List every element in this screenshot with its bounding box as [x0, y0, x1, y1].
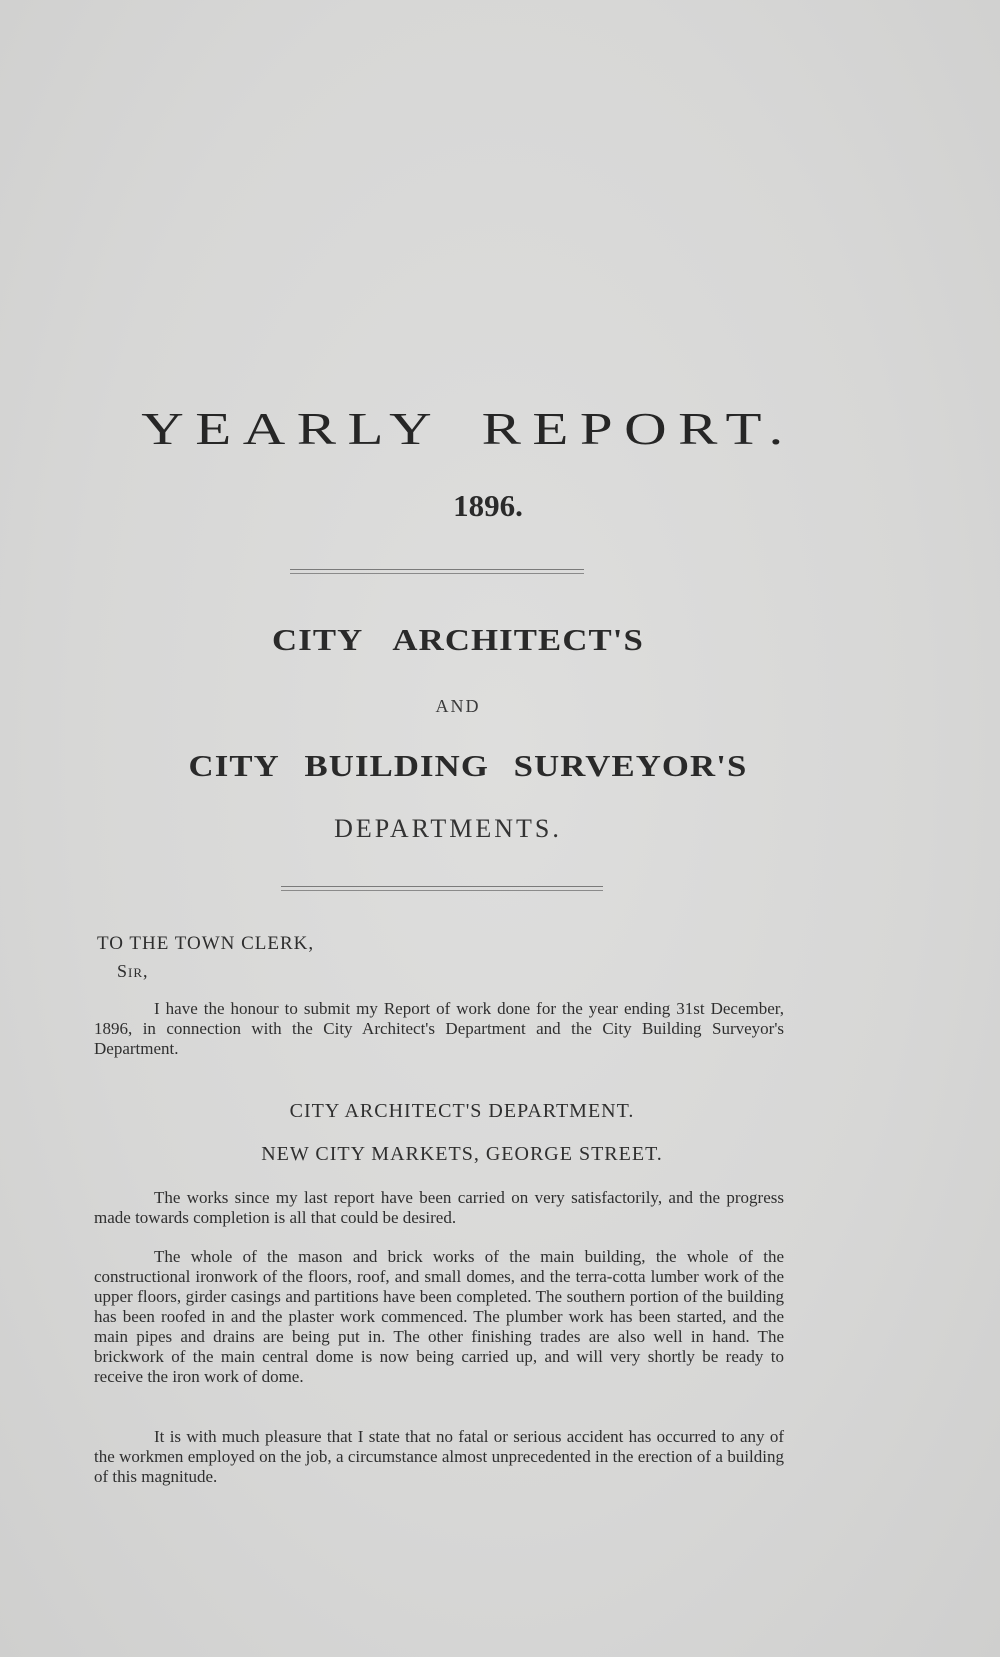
heading-word-building: BUILDING — [304, 748, 490, 783]
title-word-yearly: YEARLY — [141, 403, 444, 454]
double-rule-divider — [281, 886, 603, 887]
heading-word-city: CITY — [272, 622, 364, 657]
body-paragraph: The works since my last report have been carried on very satisfactorily, and the progress made towards completion is all that could be desired. — [94, 1188, 784, 1227]
section-heading: CITY ARCHITECT'S DEPARTMENT. — [289, 1100, 635, 1122]
body-paragraph: It is with much pleasure that I state that no fatal or serious accident has occurred to any of the workmen employed on the job, a circumstance almost unprecedented in the erection of a building of this magnitude. — [94, 1427, 784, 1486]
heading-word-surveyor: SURVEYOR'S — [513, 748, 748, 783]
heading-departments: DEPARTMENTS. — [334, 814, 562, 843]
heading-conjunction: AND — [435, 696, 481, 716]
salutation-sir: Sir, — [117, 961, 149, 981]
heading-city-architect — [0, 622, 1000, 658]
heading-word-city: CITY — [188, 748, 280, 783]
heading-word-architect: ARCHITECT'S — [392, 622, 644, 657]
body-paragraph: The whole of the mason and brick works of the main building, the whole of the constructional ironwork of the floors, roof, and small domes, and the terra-cotta lumber work of the upper floors, girder casings and partitions have been completed. The southern portion of the building has been roofed in and the plaster work commenced. The plumber work has been started, and the main pipes and drains are being put in. The other finishing trades are also well in hand. The brickwork of the main central dome is now being carried up, and will very shortly be ready to receive the iron work of dome. — [94, 1247, 784, 1386]
report-year: 1896. — [453, 488, 523, 523]
title-word-report: REPORT. — [481, 403, 795, 454]
double-rule-divider — [290, 569, 584, 570]
subsection-heading: NEW CITY MARKETS, GEORGE STREET. — [261, 1143, 663, 1165]
intro-paragraph: I have the honour to submit my Report of work done for the year ending 31st December, 1896, in connection with the City Architect's Department and the City Building Surveyor's Department. — [94, 999, 784, 1058]
report-title — [0, 402, 1000, 455]
heading-city-building-surveyor — [0, 748, 1000, 784]
salutation: TO THE TOWN CLERK, — [97, 933, 315, 954]
